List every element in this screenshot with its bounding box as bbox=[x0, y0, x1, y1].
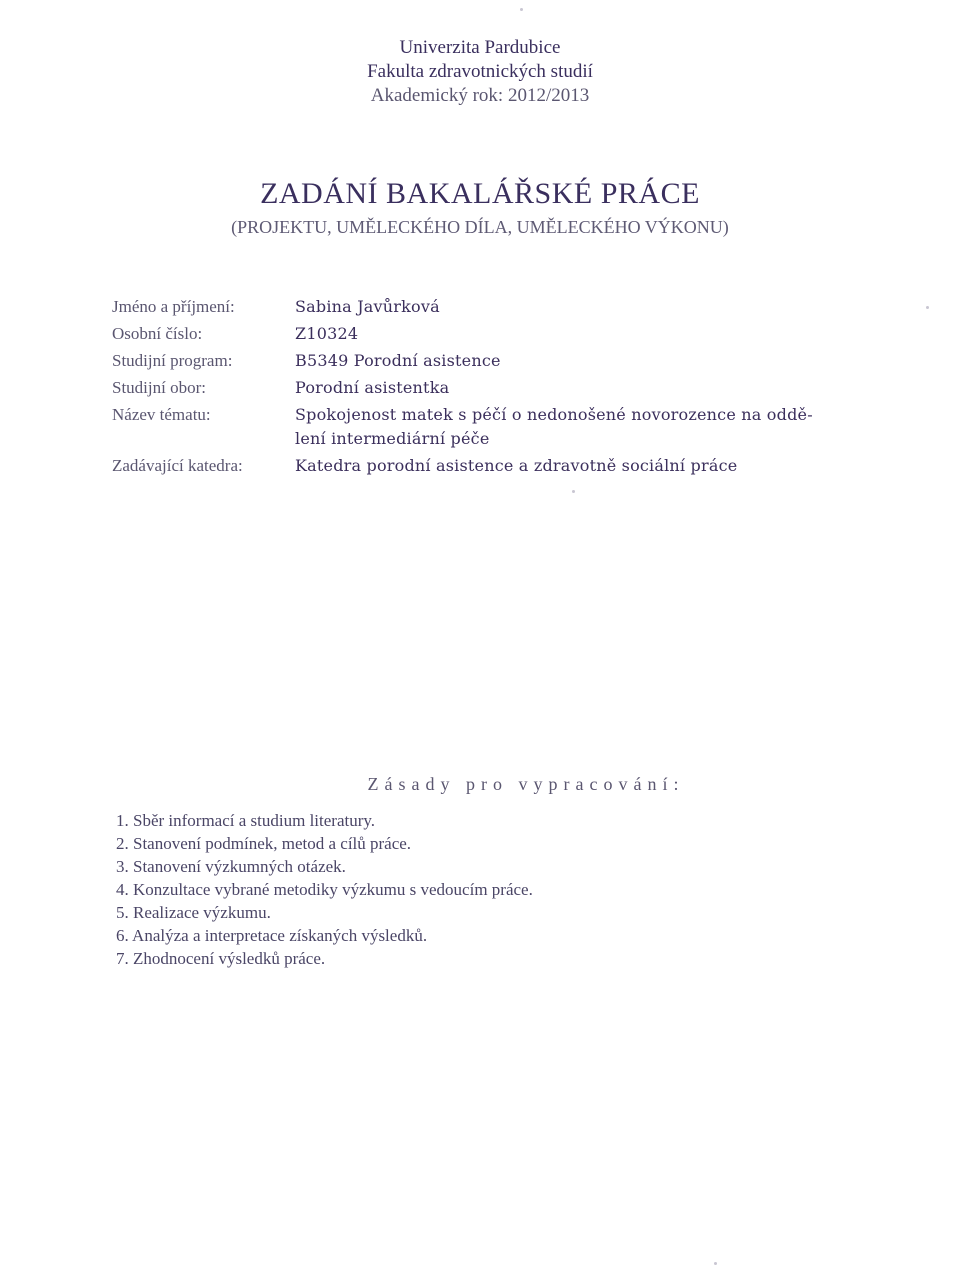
list-item: 1. Sběr informací a studium literatury. bbox=[116, 811, 376, 830]
scan-speck bbox=[714, 1262, 717, 1265]
topic-row bbox=[112, 401, 912, 452]
name-label: Jméno a příjmení: bbox=[112, 297, 235, 316]
principles-list bbox=[116, 809, 896, 970]
id-value: Z10324 bbox=[295, 324, 359, 343]
scan-speck bbox=[572, 490, 575, 493]
topic-line-1: Spokojenost matek s péčí o nedonošené novorozence na oddě- bbox=[295, 405, 813, 424]
name-row bbox=[112, 293, 912, 320]
department-value: Katedra porodní asistence a zdravotně sociální práce bbox=[295, 456, 738, 475]
document-title: ZADÁNÍ BAKALÁŘSKÉ PRÁCE bbox=[260, 177, 700, 210]
principles-heading: Zásady pro vypracování: bbox=[367, 774, 685, 794]
list-item: 5. Realizace výzkumu. bbox=[116, 903, 271, 922]
program-value: B5349 Porodní asistence bbox=[295, 351, 501, 370]
id-row bbox=[112, 320, 912, 347]
document-subtitle: (PROJEKTU, UMĚLECKÉHO DÍLA, UMĚLECKÉHO VÝKONU) bbox=[231, 217, 729, 237]
list-item: 3. Stanovení výzkumných otázek. bbox=[116, 857, 346, 876]
scan-speck bbox=[926, 306, 929, 309]
topic-line-2: lení intermediární péče bbox=[295, 429, 490, 448]
id-label: Osobní číslo: bbox=[112, 324, 203, 343]
title-block bbox=[0, 175, 960, 239]
department-label: Zadávající katedra: bbox=[112, 456, 243, 475]
program-label: Studijní program: bbox=[112, 351, 233, 370]
field-row bbox=[112, 374, 912, 401]
university-name: Univerzita Pardubice bbox=[399, 37, 561, 58]
document-header bbox=[0, 36, 960, 108]
name-value: Sabina Javůrková bbox=[295, 297, 440, 316]
student-info bbox=[112, 293, 912, 479]
program-row bbox=[112, 347, 912, 374]
field-value: Porodní asistentka bbox=[295, 378, 450, 397]
list-item: 2. Stanovení podmínek, metod a cílů práce. bbox=[116, 834, 412, 853]
scan-speck bbox=[520, 8, 523, 11]
academic-year: Akademický rok: 2012/2013 bbox=[370, 85, 590, 106]
list-item: 4. Konzultace vybrané metodiky výzkumu s vedoucím práce. bbox=[116, 880, 533, 899]
list-item: 7. Zhodnocení výsledků práce. bbox=[116, 949, 326, 968]
field-label: Studijní obor: bbox=[112, 378, 206, 397]
principles-section bbox=[116, 774, 896, 970]
department-row bbox=[112, 452, 912, 479]
list-item: 6. Analýza a interpretace získaných výsledků. bbox=[116, 926, 428, 945]
topic-value bbox=[295, 401, 912, 452]
faculty-name: Fakulta zdravotnických studií bbox=[367, 61, 593, 82]
topic-label: Název tématu: bbox=[112, 405, 211, 424]
